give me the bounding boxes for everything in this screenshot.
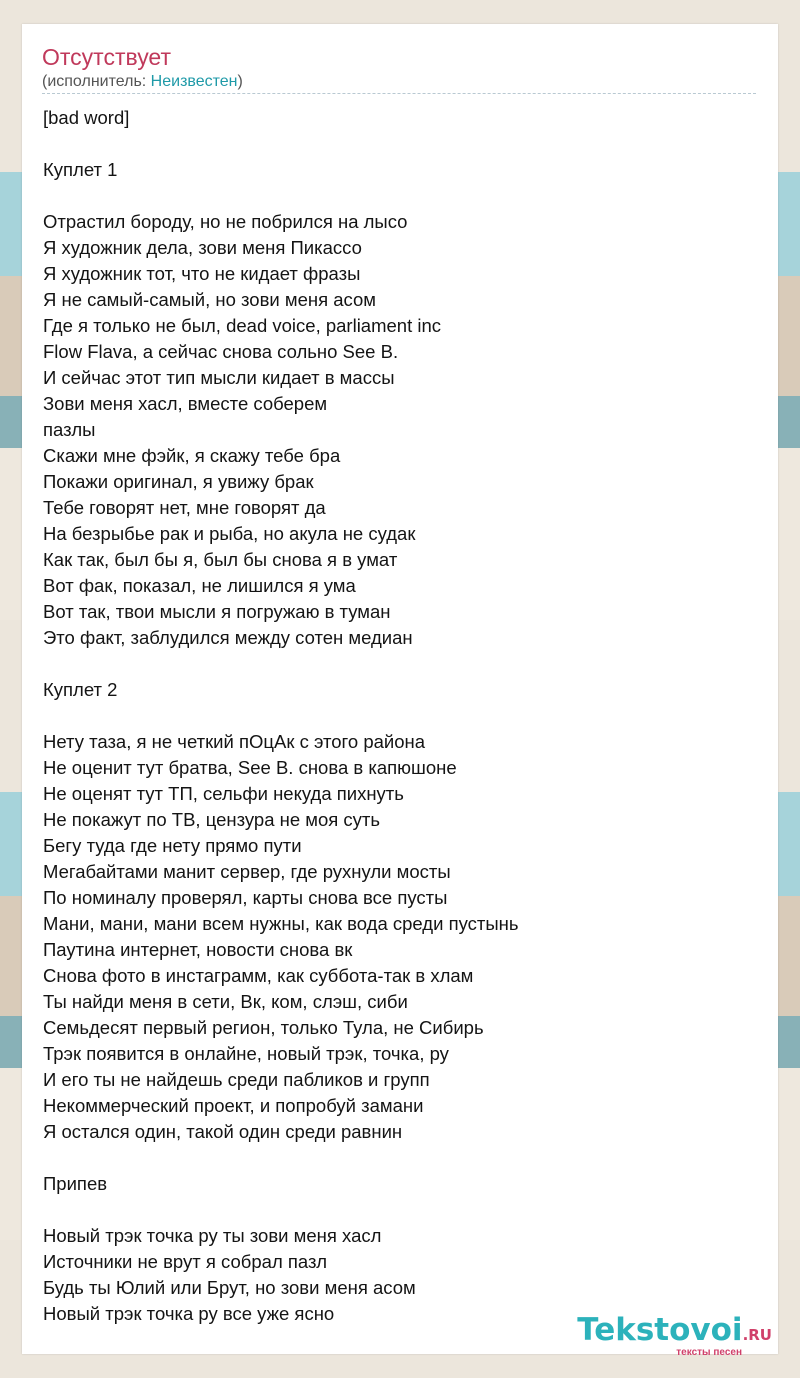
lyrics-line: И его ты не найдешь среди пабликов и групп (43, 1069, 430, 1090)
lyrics-blank-line (43, 131, 743, 157)
lyrics-line: Куплет 2 (43, 679, 118, 700)
lyrics-line: Нету таза, я не четкий пОцАк с этого района (43, 731, 426, 752)
song-title: Отсутствует (42, 44, 171, 70)
lyrics-line: Новый трэк точка ру все уже ясно (43, 1303, 335, 1324)
lyrics-line: Тебе говорят нет, мне говорят да (43, 497, 326, 518)
lyrics-blank-line (43, 183, 743, 209)
lyrics-line: Как так, был бы я, был бы снова я в умат (43, 549, 398, 570)
lyrics-card (22, 24, 778, 1354)
lyrics-line: Flow Flava, а сейчас снова сольно See B. (43, 341, 399, 362)
lyrics-line: Некоммерческий проект, и попробуй замани (43, 1095, 424, 1116)
lyrics-line: И сейчас этот тип мысли кидает в массы (43, 367, 395, 388)
lyrics-line: Я не самый-самый, но зови меня асом (43, 289, 377, 310)
lyrics-line: Припев (43, 1173, 108, 1194)
lyrics-line: Вот так, твои мысли я погружаю в туман (43, 601, 391, 622)
lyrics-line: Семьдесят первый регион, только Тула, не Сибирь (43, 1017, 484, 1038)
lyrics-line: пазлы (43, 419, 96, 440)
title-divider (42, 93, 756, 94)
lyrics-line: [bad word] (43, 107, 130, 128)
lyrics-line: Не покажут по ТВ, цензура не моя суть (43, 809, 381, 830)
lyrics-line: Источники не врут я собрал пазл (43, 1251, 328, 1272)
lyrics-blank-line (43, 651, 743, 677)
artist-link[interactable]: Неизвестен (150, 73, 238, 90)
lyrics-line: Ты найди меня в сети, Вк, ком, слэш, сиби (43, 991, 408, 1012)
lyrics-line: Мани, мани, мани всем нужны, как вода среди пустынь (43, 913, 519, 934)
lyrics-blank-line (43, 1145, 743, 1171)
lyrics-blank-line (43, 1197, 743, 1223)
logo-wordmark (577, 1313, 772, 1352)
site-logo[interactable] (577, 1313, 772, 1358)
lyrics-line: Куплет 1 (43, 159, 118, 180)
lyrics-line: Покажи оригинал, я увижу брак (43, 471, 314, 492)
lyrics-line: Зови меня хасл, вместе соберем (43, 393, 328, 414)
lyrics-line: Не оценят тут ТП, сельфи некуда пихнуть (43, 783, 404, 804)
lyrics-line: Где я только не был, dead voice, parliament inc (43, 315, 442, 336)
lyrics-blank-line (43, 703, 743, 729)
artist-line (42, 72, 243, 92)
lyrics-line: Новый трэк точка ру ты зови меня хасл (43, 1225, 382, 1246)
lyrics-line: Паутина интернет, новости снова вк (43, 939, 353, 960)
lyrics-line: На безрыбье рак и рыба, но акула не судак (43, 523, 416, 544)
logo-name: Tekstovoi (577, 1312, 743, 1348)
lyrics-line: По номиналу проверял, карты снова все пусты (43, 887, 448, 908)
lyrics-line: Я художник дела, зови меня Пикассо (43, 237, 362, 258)
lyrics-line: Скажи мне фэйк, я скажу тебе бра (43, 445, 341, 466)
lyrics-line: Вот фак, показал, не лишился я ума (43, 575, 356, 596)
lyrics-text (43, 105, 743, 1327)
lyrics-line: Будь ты Юлий или Брут, но зови меня асом (43, 1277, 416, 1298)
lyrics-line: Я художник тот, что не кидает фразы (43, 263, 361, 284)
lyrics-line: Трэк появится в онлайне, новый трэк, точка, ру (43, 1043, 449, 1064)
lyrics-line: Бегу туда где нету прямо пути (43, 835, 302, 856)
lyrics-line: Не оценит тут братва, See B. снова в капюшоне (43, 757, 457, 778)
logo-tagline: тексты песен (676, 1347, 742, 1358)
lyrics-line: Отрастил бороду, но не побрился на лысо (43, 211, 408, 232)
artist-prefix: (исполнитель: (42, 73, 151, 90)
lyrics-line: Это факт, заблудился между сотен медиан (43, 627, 413, 648)
lyrics-line: Я остался один, такой один среди равнин (43, 1121, 403, 1142)
logo-tld: .RU (742, 1326, 772, 1344)
lyrics-line: Снова фото в инстаграмм, как суббота-так в хлам (43, 965, 474, 986)
artist-suffix: ) (237, 73, 243, 90)
lyrics-line: Мегабайтами манит сервер, где рухнули мосты (43, 861, 451, 882)
